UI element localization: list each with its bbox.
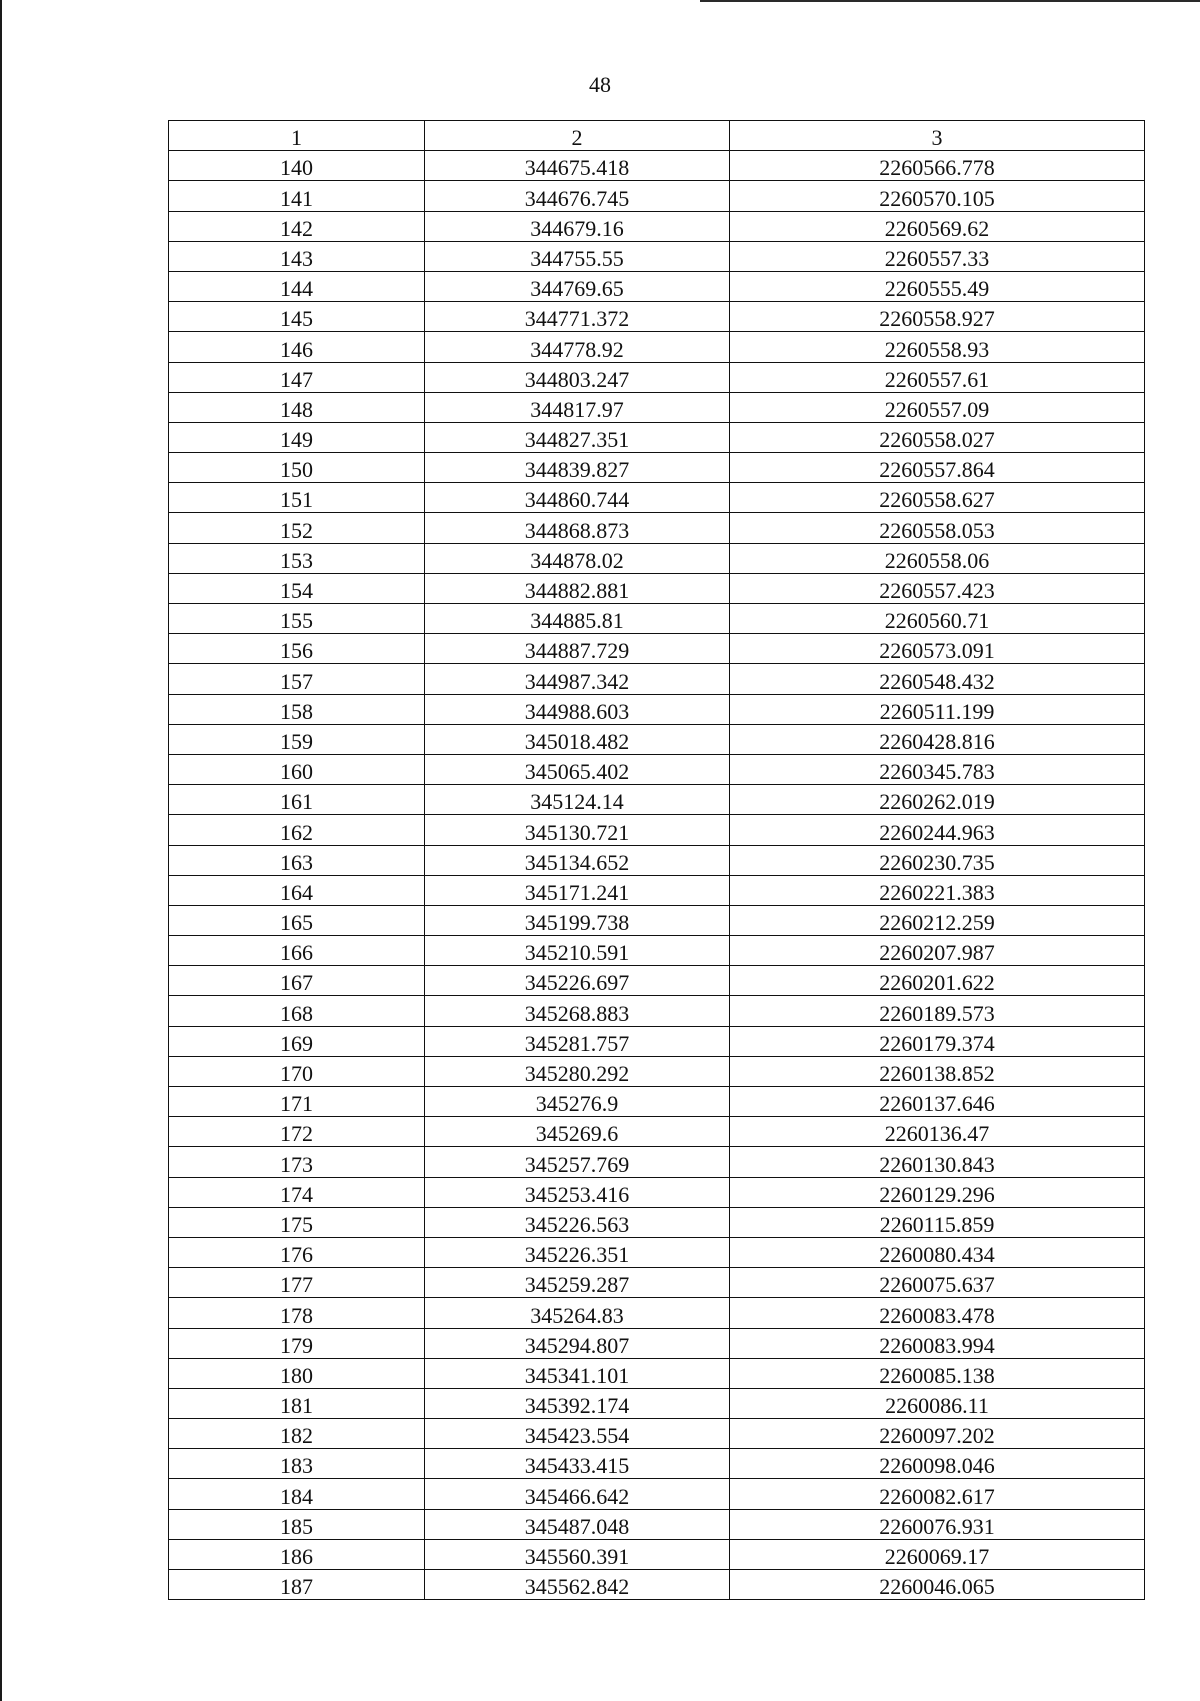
x-coordinate-cell: 344878.02 (425, 543, 730, 573)
table-row (169, 1479, 1145, 1509)
y-coordinate-cell: 2260075.637 (730, 1268, 1145, 1298)
x-coordinate-cell: 345294.807 (425, 1328, 730, 1358)
y-coordinate-cell: 2260138.852 (730, 1056, 1145, 1086)
x-coordinate-cell: 345199.738 (425, 905, 730, 935)
point-number-cell: 166 (169, 936, 425, 966)
point-number-cell: 183 (169, 1449, 425, 1479)
y-coordinate-cell: 2260558.027 (730, 422, 1145, 452)
point-number-cell: 175 (169, 1207, 425, 1237)
table-row (169, 1328, 1145, 1358)
point-number-cell: 182 (169, 1419, 425, 1449)
y-coordinate-cell: 2260136.47 (730, 1117, 1145, 1147)
y-coordinate-cell: 2260230.735 (730, 845, 1145, 875)
y-coordinate-cell: 2260558.06 (730, 543, 1145, 573)
y-coordinate-cell: 2260558.627 (730, 483, 1145, 513)
table-row (169, 1358, 1145, 1388)
x-coordinate-cell: 344860.744 (425, 483, 730, 513)
table-row (169, 1087, 1145, 1117)
y-coordinate-cell: 2260086.11 (730, 1388, 1145, 1418)
x-coordinate-cell: 345280.292 (425, 1056, 730, 1086)
table-row (169, 905, 1145, 935)
x-coordinate-cell: 344987.342 (425, 664, 730, 694)
table-row (169, 875, 1145, 905)
x-coordinate-cell: 345259.287 (425, 1268, 730, 1298)
table-row (169, 634, 1145, 664)
point-number-cell: 171 (169, 1087, 425, 1117)
y-coordinate-cell: 2260082.617 (730, 1479, 1145, 1509)
point-number-cell: 156 (169, 634, 425, 664)
y-coordinate-cell: 2260569.62 (730, 211, 1145, 241)
y-coordinate-cell: 2260428.816 (730, 724, 1145, 754)
table-row (169, 664, 1145, 694)
table-row (169, 181, 1145, 211)
y-coordinate-cell: 2260557.423 (730, 573, 1145, 603)
point-number-cell: 174 (169, 1177, 425, 1207)
point-number-cell: 150 (169, 453, 425, 483)
table-row (169, 513, 1145, 543)
x-coordinate-cell: 345433.415 (425, 1449, 730, 1479)
table-row (169, 1056, 1145, 1086)
y-coordinate-cell: 2260207.987 (730, 936, 1145, 966)
table-row (169, 422, 1145, 452)
x-coordinate-cell: 344887.729 (425, 634, 730, 664)
y-coordinate-cell: 2260558.927 (730, 302, 1145, 332)
table-row (169, 966, 1145, 996)
point-number-cell: 152 (169, 513, 425, 543)
x-coordinate-cell: 344803.247 (425, 362, 730, 392)
x-coordinate-cell: 344868.873 (425, 513, 730, 543)
point-number-cell: 180 (169, 1358, 425, 1388)
x-coordinate-cell: 345065.402 (425, 754, 730, 784)
table-row (169, 1570, 1145, 1600)
y-coordinate-cell: 2260511.199 (730, 694, 1145, 724)
point-number-cell: 143 (169, 241, 425, 271)
x-coordinate-cell: 345487.048 (425, 1509, 730, 1539)
y-coordinate-cell: 2260076.931 (730, 1509, 1145, 1539)
table-row (169, 604, 1145, 634)
point-number-cell: 167 (169, 966, 425, 996)
page-number: 48 (589, 72, 611, 97)
y-coordinate-cell: 2260557.33 (730, 241, 1145, 271)
x-coordinate-cell: 344885.81 (425, 604, 730, 634)
x-coordinate-cell: 344676.745 (425, 181, 730, 211)
table-row (169, 936, 1145, 966)
point-number-cell: 165 (169, 905, 425, 935)
point-number-cell: 185 (169, 1509, 425, 1539)
x-coordinate-cell: 344675.418 (425, 151, 730, 181)
y-coordinate-cell: 2260129.296 (730, 1177, 1145, 1207)
table-row (169, 996, 1145, 1026)
point-number-cell: 187 (169, 1570, 425, 1600)
point-number-cell: 141 (169, 181, 425, 211)
table-row (169, 1207, 1145, 1237)
x-coordinate-cell: 345130.721 (425, 815, 730, 845)
y-coordinate-cell: 2260548.432 (730, 664, 1145, 694)
y-coordinate-cell: 2260566.778 (730, 151, 1145, 181)
point-number-cell: 160 (169, 754, 425, 784)
table-row (169, 1147, 1145, 1177)
x-coordinate-cell: 344827.351 (425, 422, 730, 452)
table-row (169, 1298, 1145, 1328)
x-coordinate-cell: 345269.6 (425, 1117, 730, 1147)
y-coordinate-cell: 2260046.065 (730, 1570, 1145, 1600)
coordinates-table (168, 120, 1145, 1600)
table-row (169, 211, 1145, 241)
point-number-cell: 151 (169, 483, 425, 513)
x-coordinate-cell: 345466.642 (425, 1479, 730, 1509)
point-number-cell: 154 (169, 573, 425, 603)
x-coordinate-cell: 345268.883 (425, 996, 730, 1026)
y-coordinate-cell: 2260137.646 (730, 1087, 1145, 1117)
table-row (169, 845, 1145, 875)
y-coordinate-cell: 2260097.202 (730, 1419, 1145, 1449)
x-coordinate-cell: 345210.591 (425, 936, 730, 966)
table-row (169, 241, 1145, 271)
table-row (169, 1268, 1145, 1298)
point-number-cell: 179 (169, 1328, 425, 1358)
x-coordinate-cell: 344882.881 (425, 573, 730, 603)
y-coordinate-cell: 2260115.859 (730, 1207, 1145, 1237)
x-coordinate-cell: 345253.416 (425, 1177, 730, 1207)
table-body (169, 151, 1145, 1600)
x-coordinate-cell: 345423.554 (425, 1419, 730, 1449)
y-coordinate-cell: 2260201.622 (730, 966, 1145, 996)
y-coordinate-cell: 2260221.383 (730, 875, 1145, 905)
point-number-cell: 173 (169, 1147, 425, 1177)
point-number-cell: 184 (169, 1479, 425, 1509)
y-coordinate-cell: 2260558.053 (730, 513, 1145, 543)
x-coordinate-cell: 345124.14 (425, 785, 730, 815)
table-row (169, 754, 1145, 784)
table-row (169, 1237, 1145, 1267)
point-number-cell: 147 (169, 362, 425, 392)
table-row (169, 151, 1145, 181)
x-coordinate-cell: 345257.769 (425, 1147, 730, 1177)
x-coordinate-cell: 345134.652 (425, 845, 730, 875)
y-coordinate-cell: 2260083.478 (730, 1298, 1145, 1328)
point-number-cell: 145 (169, 302, 425, 332)
x-coordinate-cell: 345226.563 (425, 1207, 730, 1237)
x-coordinate-cell: 344679.16 (425, 211, 730, 241)
scan-edge-top (700, 0, 1200, 2)
table-row (169, 543, 1145, 573)
y-coordinate-cell: 2260069.17 (730, 1539, 1145, 1569)
point-number-cell: 172 (169, 1117, 425, 1147)
point-number-cell: 146 (169, 332, 425, 362)
x-coordinate-cell: 344817.97 (425, 392, 730, 422)
table-row (169, 271, 1145, 301)
point-number-cell: 153 (169, 543, 425, 573)
table-row (169, 1419, 1145, 1449)
table-row (169, 453, 1145, 483)
x-coordinate-cell: 344839.827 (425, 453, 730, 483)
table-row (169, 302, 1145, 332)
point-number-cell: 186 (169, 1539, 425, 1569)
table-row (169, 815, 1145, 845)
y-coordinate-cell: 2260083.994 (730, 1328, 1145, 1358)
table-row (169, 1388, 1145, 1418)
table-row (169, 392, 1145, 422)
x-coordinate-cell: 345018.482 (425, 724, 730, 754)
table-row (169, 362, 1145, 392)
point-number-cell: 155 (169, 604, 425, 634)
point-number-cell: 144 (169, 271, 425, 301)
point-number-cell: 149 (169, 422, 425, 452)
table-row (169, 332, 1145, 362)
y-coordinate-cell: 2260555.49 (730, 271, 1145, 301)
point-number-cell: 148 (169, 392, 425, 422)
y-coordinate-cell: 2260212.259 (730, 905, 1145, 935)
table-row (169, 1117, 1145, 1147)
table-row (169, 1509, 1145, 1539)
point-number-cell: 168 (169, 996, 425, 1026)
table-row (169, 1449, 1145, 1479)
point-number-cell: 162 (169, 815, 425, 845)
y-coordinate-cell: 2260080.434 (730, 1237, 1145, 1267)
table-row (169, 724, 1145, 754)
x-coordinate-cell: 345341.101 (425, 1358, 730, 1388)
table-row (169, 694, 1145, 724)
y-coordinate-cell: 2260098.046 (730, 1449, 1145, 1479)
point-number-cell: 140 (169, 151, 425, 181)
x-coordinate-cell: 345281.757 (425, 1026, 730, 1056)
y-coordinate-cell: 2260179.374 (730, 1026, 1145, 1056)
y-coordinate-cell: 2260558.93 (730, 332, 1145, 362)
x-coordinate-cell: 345171.241 (425, 875, 730, 905)
y-coordinate-cell: 2260345.783 (730, 754, 1145, 784)
point-number-cell: 170 (169, 1056, 425, 1086)
x-coordinate-cell: 344755.55 (425, 241, 730, 271)
point-number-cell: 181 (169, 1388, 425, 1418)
y-coordinate-cell: 2260570.105 (730, 181, 1145, 211)
x-coordinate-cell: 345392.174 (425, 1388, 730, 1418)
y-coordinate-cell: 2260560.71 (730, 604, 1145, 634)
x-coordinate-cell: 344988.603 (425, 694, 730, 724)
x-coordinate-cell: 344769.65 (425, 271, 730, 301)
table-row (169, 1177, 1145, 1207)
x-coordinate-cell: 344771.372 (425, 302, 730, 332)
x-coordinate-cell: 345226.351 (425, 1237, 730, 1267)
point-number-cell: 157 (169, 664, 425, 694)
x-coordinate-cell: 345562.842 (425, 1570, 730, 1600)
point-number-cell: 142 (169, 211, 425, 241)
table-header-row (169, 121, 1145, 151)
point-number-cell: 176 (169, 1237, 425, 1267)
y-coordinate-cell: 2260189.573 (730, 996, 1145, 1026)
point-number-cell: 178 (169, 1298, 425, 1328)
column-header: 1 (169, 121, 425, 151)
x-coordinate-cell: 345226.697 (425, 966, 730, 996)
point-number-cell: 159 (169, 724, 425, 754)
column-header: 3 (730, 121, 1145, 151)
table-row (169, 785, 1145, 815)
point-number-cell: 177 (169, 1268, 425, 1298)
table-row (169, 1026, 1145, 1056)
table-row (169, 1539, 1145, 1569)
scan-edge-left (0, 0, 2, 1701)
y-coordinate-cell: 2260557.09 (730, 392, 1145, 422)
y-coordinate-cell: 2260557.864 (730, 453, 1145, 483)
x-coordinate-cell: 345276.9 (425, 1087, 730, 1117)
y-coordinate-cell: 2260244.963 (730, 815, 1145, 845)
x-coordinate-cell: 345560.391 (425, 1539, 730, 1569)
table-row (169, 483, 1145, 513)
table-row (169, 573, 1145, 603)
point-number-cell: 161 (169, 785, 425, 815)
point-number-cell: 163 (169, 845, 425, 875)
y-coordinate-cell: 2260557.61 (730, 362, 1145, 392)
x-coordinate-cell: 344778.92 (425, 332, 730, 362)
point-number-cell: 158 (169, 694, 425, 724)
point-number-cell: 169 (169, 1026, 425, 1056)
y-coordinate-cell: 2260085.138 (730, 1358, 1145, 1388)
y-coordinate-cell: 2260573.091 (730, 634, 1145, 664)
point-number-cell: 164 (169, 875, 425, 905)
column-header: 2 (425, 121, 730, 151)
x-coordinate-cell: 345264.83 (425, 1298, 730, 1328)
y-coordinate-cell: 2260262.019 (730, 785, 1145, 815)
y-coordinate-cell: 2260130.843 (730, 1147, 1145, 1177)
